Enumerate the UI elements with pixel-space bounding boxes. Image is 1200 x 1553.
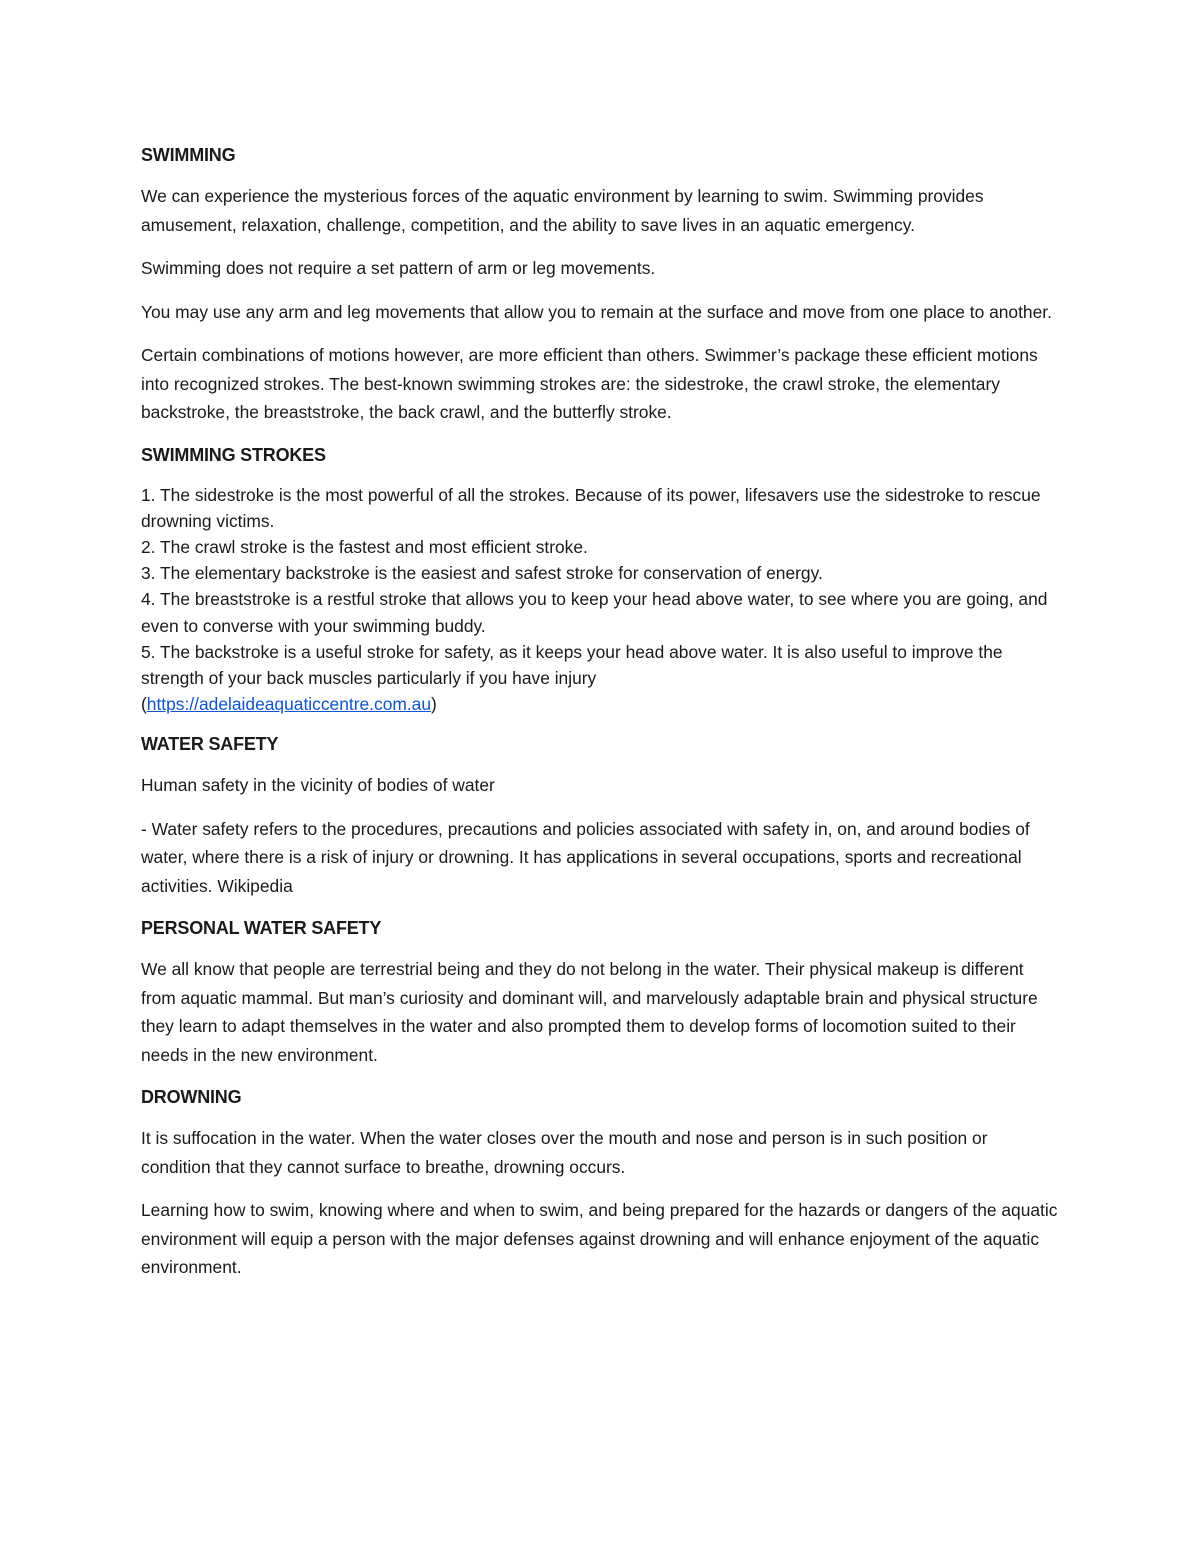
paragraph: Learning how to swim, knowing where and when to swim, and being prepared for the hazards or dangers of the aquatic environment will equip a person with the major defenses against drowning and will enhance enjoyment of the aquatic environment. xyxy=(141,1200,1058,1278)
section-heading-swimming-strokes: SWIMMING STROKES xyxy=(141,444,326,465)
paragraph: Human safety in the vicinity of bodies of water xyxy=(141,775,495,796)
paragraph: Swimming does not require a set pattern of arm or leg movements. xyxy=(141,258,656,278)
paragraph: You may use any arm and leg movements that allow you to remain at the surface and move from one place to another. xyxy=(141,301,1052,322)
list-item: 4. The breaststroke is a restful stroke that allows you to keep your head above water, to see where you are going, and even to converse with your swimming buddy. xyxy=(141,589,1048,636)
list-item xyxy=(141,639,1061,718)
list-item-text: 5. The backstroke is a useful stroke for safety, as it keeps your head above water. It is also useful to improve the strength of your back muscles particularly if you have injury xyxy=(141,641,1003,688)
document-page xyxy=(141,142,1061,1297)
paragraph: We all know that people are terrestrial being and they do not belong in the water. Their physical makeup is different from aquatic mammal. But man’s curiosity and dominant will, and marvelously adaptable brain and physical structure they learn to adapt themselves in the water and also prompted them to develop forms of locomotion suited to their needs in the new environment. xyxy=(141,959,1038,1065)
paragraph: It is suffocation in the water. When the water closes over the mouth and nose and person is in such position or condition that they cannot surface to breathe, drowning occurs. xyxy=(141,1128,988,1177)
paragraph: Certain combinations of motions however, are more efficient than others. Swimmer’s package these efficient motions into recognized strokes. The best-known swimming strokes are: the sidestroke, the crawl stroke, the elementary backstroke, the breaststroke, the back crawl, and the butterfly stroke. xyxy=(141,345,1038,422)
section-heading-personal-water-safety: PERSONAL WATER SAFETY xyxy=(141,918,382,939)
link-paren-open: ( xyxy=(141,694,147,715)
paragraph: We can experience the mysterious forces of the aquatic environment by learning to swim. Swimming provides amusement, relaxation, challenge, competition, and the ability to save lives in an aquatic emergency. xyxy=(141,186,984,235)
paragraph: - Water safety refers to the procedures, precautions and policies associated with safety in, on, and around bodies of water, where there is a risk of injury or drowning. It has applications in several occupations, sports and recreational activities. Wikipedia xyxy=(141,818,1030,896)
list-item: 2. The crawl stroke is the fastest and most efficient stroke. xyxy=(141,536,588,557)
section-heading-swimming: SWIMMING xyxy=(141,145,236,165)
list-item: 3. The elementary backstroke is the easiest and safest stroke for conservation of energy. xyxy=(141,563,823,584)
link-paren-close: ) xyxy=(431,694,437,715)
strokes-list xyxy=(141,482,1061,718)
section-heading-water-safety: WATER SAFETY xyxy=(141,734,279,755)
list-item: 1. The sidestroke is the most powerful of all the strokes. Because of its power, lifesavers use the sidestroke to rescue drowning victims. xyxy=(141,484,1041,531)
section-heading-drowning: DROWNING xyxy=(141,1087,242,1108)
source-link[interactable]: https://adelaideaquaticcentre.com.au xyxy=(146,694,432,715)
